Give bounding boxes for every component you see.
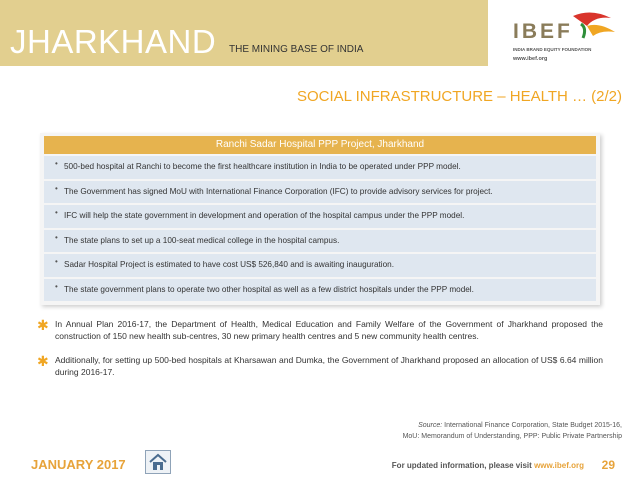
footer-date: JANUARY 2017 <box>31 457 126 472</box>
project-table <box>40 133 600 305</box>
source-line-1: International Finance Corporation, State Budget 2015-16, <box>444 422 622 429</box>
source-note <box>403 420 622 442</box>
bullet-icon: • <box>55 208 58 217</box>
source-label: Source: <box>418 422 443 429</box>
bullet-icon: • <box>55 232 58 242</box>
logo-tagline: INDIA BRAND EQUITY FOUNDATION <box>513 47 592 52</box>
table-row <box>44 156 596 179</box>
row-text: The Government has signed MoU with International Finance Corporation (IFC) to provide advisory services for project. <box>64 186 493 196</box>
footer-link[interactable]: www.ibef.org <box>534 461 584 470</box>
table-row <box>44 279 596 302</box>
state-subtitle: THE MINING BASE OF INDIA <box>229 44 364 55</box>
bullet-icon: • <box>55 159 58 168</box>
table-row <box>44 205 596 228</box>
bullet-icon: • <box>55 183 58 193</box>
section-title: SOCIAL INFRASTRUCTURE – HEALTH … (2/2) <box>296 88 622 105</box>
logo-url: www.ibef.org <box>513 56 548 62</box>
bullet-icon: • <box>55 281 58 291</box>
table-heading: Ranchi Sadar Hospital PPP Project, Jharkhand <box>44 136 596 154</box>
page-number: 29 <box>601 458 615 472</box>
table-row <box>44 230 596 253</box>
star-bullet-icon: ✱ <box>37 353 49 369</box>
source-line-2: MoU: Memorandum of Understanding, PPP: Public Private Partnership <box>402 433 622 440</box>
row-text: Sadar Hospital Project is estimated to have cost US$ 526,840 and is awaiting inauguration. <box>64 260 394 269</box>
ibef-logo[interactable] <box>503 8 628 70</box>
bullet-icon: • <box>55 257 58 266</box>
table-row <box>44 181 596 204</box>
paragraph-annual-plan: In Annual Plan 2016-17, the Department of Health, Medical Education and Family Welfare of the Government of Jharkhand proposed the construction of 150 new health sub-centres, 30 new primary health centres and 5 new community health centres. <box>55 319 603 341</box>
row-text: The state government plans to operate two other hospital as well as a few district hospitals under the PPP model. <box>64 284 474 294</box>
home-button[interactable] <box>145 450 171 474</box>
home-icon <box>146 451 170 473</box>
row-text: IFC will help the state government in development and operation of the hospital campus under the PPP model. <box>64 211 465 220</box>
footer-note-text: For updated information, please visit <box>391 461 532 470</box>
state-title: JHARKHAND <box>10 23 217 60</box>
star-bullet-icon: ✱ <box>37 317 49 333</box>
paragraph-allocation: Additionally, for setting up 500-bed hospitals at Kharsawan and Dumka, the Government of Jharkhand proposed an allocation of US$ 6.64 million during 2016-17. <box>55 355 603 377</box>
row-text: 500-bed hospital at Ranchi to become the first healthcare institution in India to be operated under PPP model. <box>64 162 461 171</box>
footer-note <box>392 461 584 470</box>
row-text: The state plans to set up a 100-seat medical college in the hospital campus. <box>64 235 340 245</box>
table-row <box>44 254 596 277</box>
logo-name: IBEF <box>513 20 573 43</box>
